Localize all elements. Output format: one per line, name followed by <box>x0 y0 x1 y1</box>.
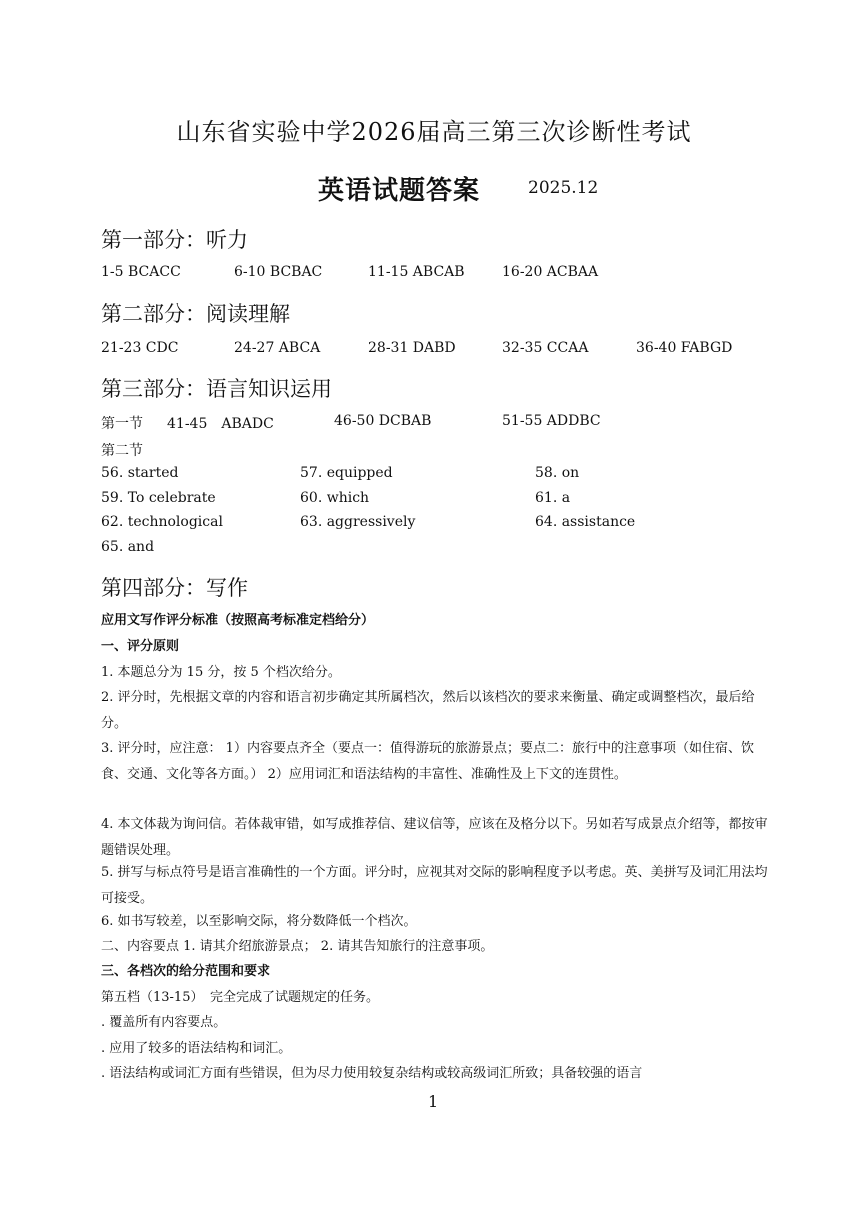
levels-heading: 三、各档次的给分范围和要求 <box>101 964 271 979</box>
answer-group: 32-35 CCAA <box>502 340 589 356</box>
level-5-bullet: . 应用了较多的语法结构和词汇。 <box>101 1041 292 1056</box>
document-subtitle: 英语试题答案 <box>318 176 481 206</box>
principle-3: 3. 评分时，应注意： 1）内容要点齐全（要点一：值得游玩的旅游景点；要点二：旅行中的注意事项（如住宿、饮食、交通、文化等各方面。） 2）应用词汇和语法结构的丰富性、准确性及上下文的连贯性。 <box>101 741 754 782</box>
level-5-bullet: . 语法结构或词汇方面有些错误，但为尽力使用较复杂结构或较高级词汇所致；具备较强的语言 <box>101 1066 643 1081</box>
answer-item: 61. a <box>535 490 571 506</box>
level-5-bullet: . 覆盖所有内容要点。 <box>101 1015 227 1030</box>
answer-item: 64. assistance <box>535 514 636 530</box>
part3-heading: 第三部分：语言知识运用 <box>101 377 332 401</box>
answer-item: 62. technological <box>101 514 223 530</box>
part4-heading: 第四部分：写作 <box>101 576 248 600</box>
content-points: 二、内容要点 1. 请其介绍旅游景点； 2. 请其告知旅行的注意事项。 <box>101 939 494 954</box>
answer-item: 63. aggressively <box>300 514 416 530</box>
answer-item: 56. started <box>101 465 179 481</box>
answer-item: 57. equipped <box>300 465 393 481</box>
answer-item: 65. and <box>101 539 155 555</box>
principle-1: 1. 本题总分为 15 分，按 5 个档次给分。 <box>101 665 341 680</box>
answer-group: 46-50 DCBAB <box>334 413 432 429</box>
answer-group: 1-5 BCACC <box>101 264 181 280</box>
answer-item: 60. which <box>300 490 370 506</box>
answer-group: 36-40 FABGD <box>636 340 733 356</box>
level-5: 第五档（13-15） 完全完成了试题规定的任务。 <box>101 990 379 1005</box>
answer-group: 51-55 ADDBC <box>502 413 601 429</box>
section-label: 第一节 <box>101 416 143 432</box>
page-number: 1 <box>428 1092 439 1111</box>
principle-5: 5. 拼写与标点符号是语言准确性的一个方面。评分时，应视其对交际的影响程度予以考虑。英、美拼写及词汇用法均可接受。 <box>101 865 768 906</box>
answer-group: 21-23 CDC <box>101 340 179 356</box>
answer-group: 28-31 DABD <box>368 340 456 356</box>
answer-group: 6-10 BCBAC <box>234 264 323 280</box>
document-title: 山东省实验中学2026届高三第三次诊断性考试 <box>176 118 692 146</box>
answer-group: 41-45 ABADC <box>167 416 274 432</box>
principle-6: 6. 如书写较差，以至影响交际，将分数降低一个档次。 <box>101 914 417 929</box>
principle-4: 4. 本文体裁为询问信。若体裁审错，如写成推荐信、建议信等，应该在及格分以下。另如若写成景点介绍等，都按审题错误处理。 <box>101 817 768 858</box>
answer-item: 58. on <box>535 465 580 481</box>
principles-heading: 一、评分原则 <box>101 639 180 654</box>
section2-label: 第二节 <box>101 443 143 459</box>
principle-2: 2. 评分时，先根据文章的内容和语言初步确定其所属档次，然后以该档次的要求来衡量、确定或调整档次，最后给分。 <box>101 690 755 731</box>
part2-heading: 第二部分：阅读理解 <box>101 302 290 326</box>
standard-title: 应用文写作评分标准（按照高考标准定档给分） <box>101 613 375 628</box>
answer-group: 16-20 ACBAA <box>502 264 599 280</box>
answer-group: 24-27 ABCA <box>234 340 321 356</box>
answer-group: 11-15 ABCAB <box>368 264 465 280</box>
document-date: 2025.12 <box>528 178 599 198</box>
part1-heading: 第一部分：听力 <box>101 228 248 252</box>
answer-item: 59. To celebrate <box>101 490 216 506</box>
